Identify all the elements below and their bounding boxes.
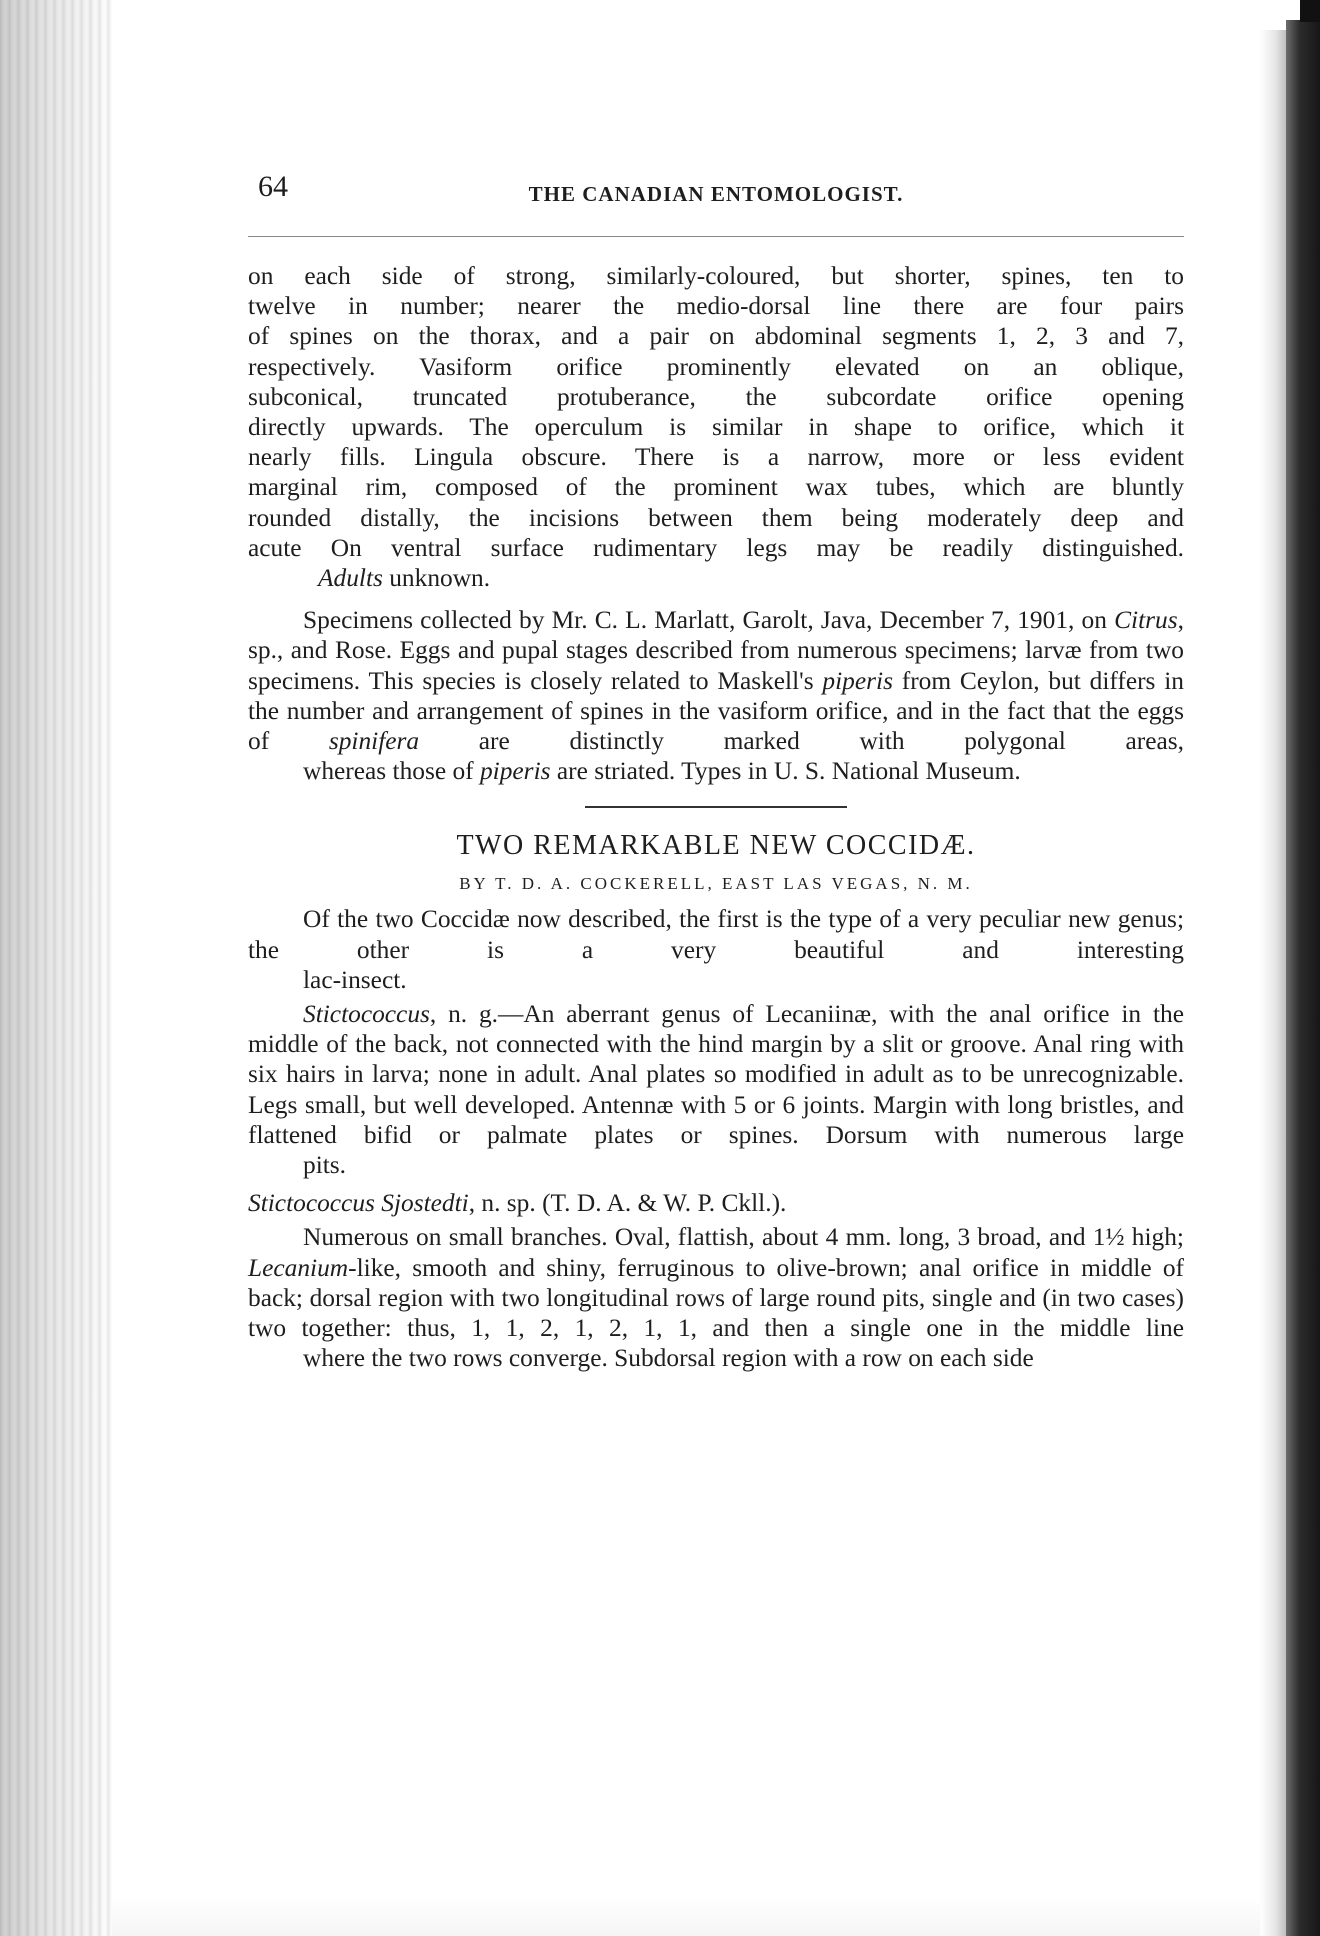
text-line: subconical, truncated protuberance, the subcordate orifice opening: [248, 382, 1184, 411]
spec-text-f: are striated. Types in U. S. National Museum.: [550, 757, 1021, 786]
text-line: acute On ventral surface rudimentary legs may be readily distinguished.: [248, 533, 1184, 562]
text-line: marginal rim, composed of the prominent wax tubes, which are bluntly: [248, 473, 1184, 502]
article-byline: BY T. D. A. COCKERELL, EAST LAS VEGAS, N. M.: [459, 874, 973, 894]
text-line: twelve in number; nearer the medio-dorsal line there are four pairs: [248, 292, 1184, 321]
journal-title: THE CANADIAN ENTOMOLOGIST.: [528, 182, 904, 206]
text-line: directly upwards. The operculum is similar in shape to orifice, which it: [248, 413, 1184, 442]
intro-paragraph: [248, 904, 1184, 995]
species-name: Stictococcus Sjostedti: [248, 1189, 469, 1218]
species-authority: , n. sp. (T. D. A. & W. P. Ckll.).: [468, 1189, 787, 1218]
text-line: rounded distally, the incisions between them being moderately deep and: [248, 503, 1184, 532]
taxon-piperis: piperis: [822, 666, 893, 695]
intro-last-line: lac-insect.: [303, 965, 407, 994]
taxon-lecanium: Lecanium: [248, 1253, 349, 1282]
page-content: [248, 170, 1184, 1374]
text-line: respectively. Vasiform orifice prominently elevated on an oblique,: [248, 352, 1184, 381]
spec-text-b: , sp., and Rose. Eggs and pupal stages described from numerous specimens; larvæ from two specimens. This species is closely related to Maskell's: [248, 606, 1184, 695]
desc-text-b: -like, smooth and shiny, ferruginous to olive-brown; anal orifice in middle of back; dorsal region with two longitudinal rows of large round pits, single and (in two cases) two together: thus, 1, 1, 2, 1, 2, 1, 1, and then a single one in the middle line: [248, 1253, 1184, 1343]
spec-text-c: from Ceylon, but differs in the number and arrangement of spines in the vasiform orifice, and in the fact that the eggs of: [248, 666, 1184, 756]
spec-last-line: [248, 756, 1184, 786]
adults-italic: Adults: [318, 564, 383, 593]
spec-text-a: Specimens collected by Mr. C. L. Marlatt, Garolt, Java, December 7, 1901, on: [303, 606, 1115, 635]
header-rule: [248, 236, 1184, 237]
scan-corner: [1300, 0, 1320, 22]
specimens-paragraph: [248, 605, 1184, 786]
continued-description: [248, 261, 1184, 786]
taxon-spinifera: spinifera: [328, 727, 420, 756]
spec-text-e: whereas those of: [303, 757, 480, 786]
text-line: nearly fills. Lingula obscure. There is a narrow, more or less evident: [248, 443, 1184, 472]
article-title: TWO REMARKABLE NEW COCCIDÆ.: [456, 830, 976, 862]
text-line: on each side of strong, similarly-coloured, but shorter, spines, ten to: [248, 262, 1184, 290]
intro-text: Of the two Coccidæ now described, the first is the type of a very peculiar new genus; the other is a very beautiful and interesting: [248, 905, 1184, 964]
species-heading: [248, 1188, 1184, 1218]
genus-name: Stictococcus: [303, 1000, 430, 1029]
book-cover-edge: [1286, 20, 1320, 1936]
adults-text: unknown.: [382, 564, 491, 593]
page-number: 64: [258, 170, 288, 203]
text-line: of spines on the thorax, and a pair on abdominal segments 1, 2, 3 and 7,: [248, 322, 1184, 351]
desc-text-a: Numerous on small branches. Oval, flattish, about 4 mm. long, 3 broad, and 1½ high;: [303, 1223, 1184, 1252]
species-description: [248, 1222, 1184, 1373]
desc-last-line: where the two rows converge. Subdorsal region with a row on each side: [303, 1344, 1034, 1373]
genus-last-line: pits.: [303, 1151, 347, 1180]
page-curl-shadow: [1260, 30, 1286, 1936]
genus-paragraph: [248, 999, 1184, 1180]
section-rule: [585, 806, 847, 808]
taxon-citrus: Citrus: [1114, 606, 1178, 635]
spec-text-d: are distinctly marked with polygonal areas,: [419, 727, 1184, 756]
continued-paragraph: [248, 261, 1184, 563]
article-body: [248, 904, 1184, 1373]
running-head: [248, 170, 1184, 214]
book-gutter-edge: [0, 0, 112, 1936]
genus-text: , n. g.—An aberrant genus of Lecaniinæ, with the anal orifice in the middle of the back, not connected with the hind margin by a slit or groove. Anal ring with six hairs in larva; none in adult. Anal plates so modified in adult as to be unrecognizable. Legs small, but well developed. Antennæ with 5 or 6 joints. Margin with long bristles, and flattened bifid or palmate plates or spines. Dorsum with numerous large: [248, 1000, 1184, 1149]
page-bottom-fade: [112, 1896, 1260, 1936]
adults-line: [248, 563, 1184, 593]
taxon-piperis-2: piperis: [479, 757, 551, 786]
